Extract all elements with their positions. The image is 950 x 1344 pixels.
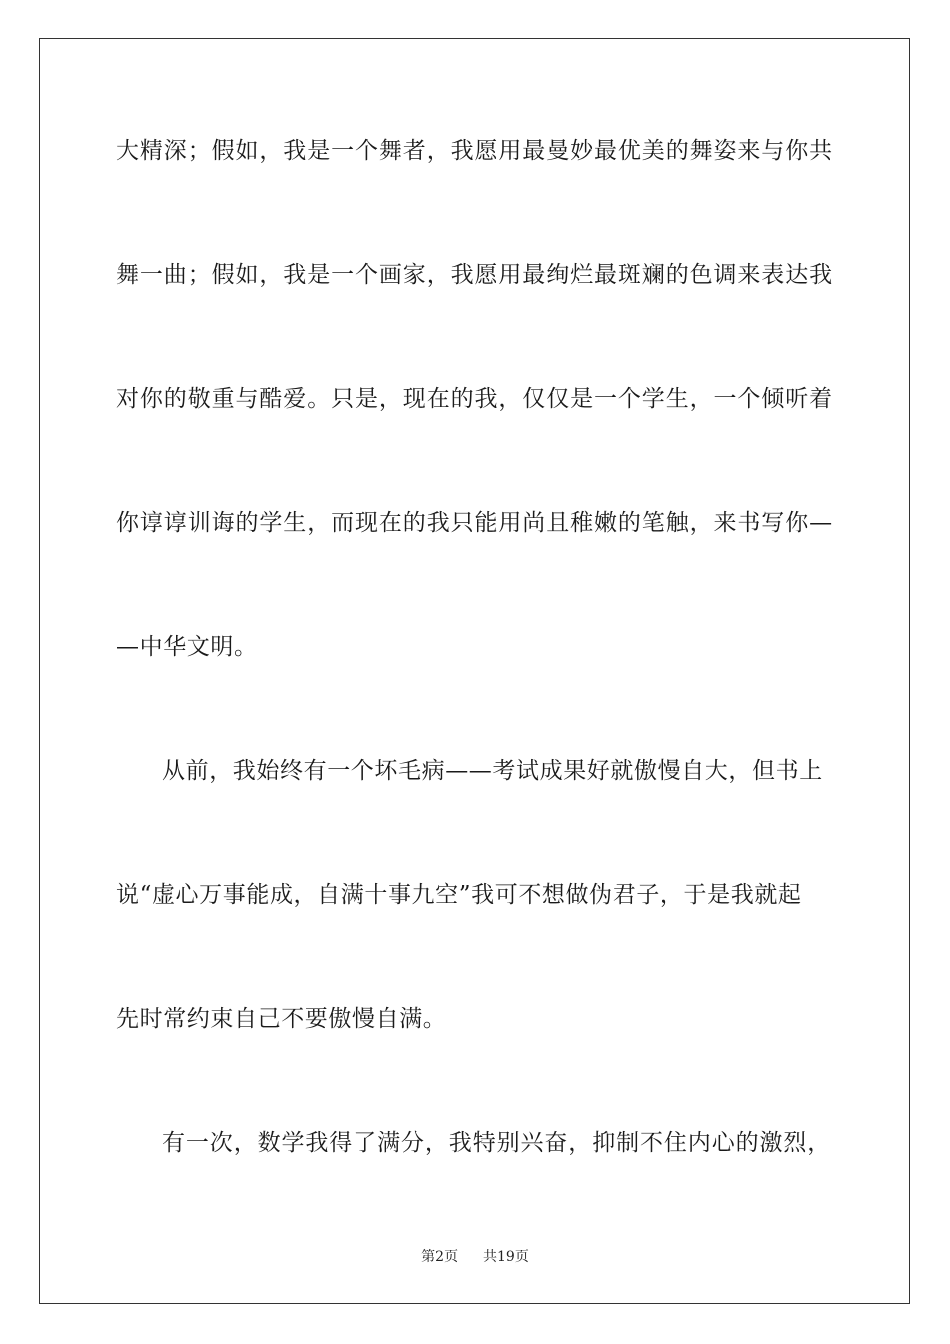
paragraph-start-line: 从前，我始终有一个坏毛病——考试成果好就傲慢自大，但书上 bbox=[162, 758, 823, 784]
text-line: 舞一曲；假如，我是一个画家，我愿用最绚烂最斑斓的色调来表达我 bbox=[116, 262, 833, 288]
page-border bbox=[39, 38, 910, 1304]
text-line: 对你的敬重与酷爱。只是，现在的我，仅仅是一个学生，一个倾听着 bbox=[116, 386, 833, 412]
text-line: 大精深；假如，我是一个舞者，我愿用最曼妙最优美的舞姿来与你共 bbox=[116, 138, 833, 164]
text-line: 说“虚心万事能成，自满十事九空”我可不想做伪君子，于是我就起 bbox=[116, 882, 802, 908]
total-pages-label: 共19页 bbox=[483, 1249, 529, 1265]
text-line: —中华文明。 bbox=[116, 634, 258, 660]
page-footer bbox=[0, 1248, 950, 1266]
text-line: 你谆谆训诲的学生，而现在的我只能用尚且稚嫩的笔触，来书写你— bbox=[116, 510, 833, 536]
current-page-label: 第2页 bbox=[421, 1249, 459, 1265]
text-line: 先时常约束自己不要傲慢自满。 bbox=[116, 1006, 447, 1032]
paragraph-start-line: 有一次，数学我得了满分，我特别兴奋，抑制不住内心的激烈， bbox=[162, 1130, 832, 1156]
